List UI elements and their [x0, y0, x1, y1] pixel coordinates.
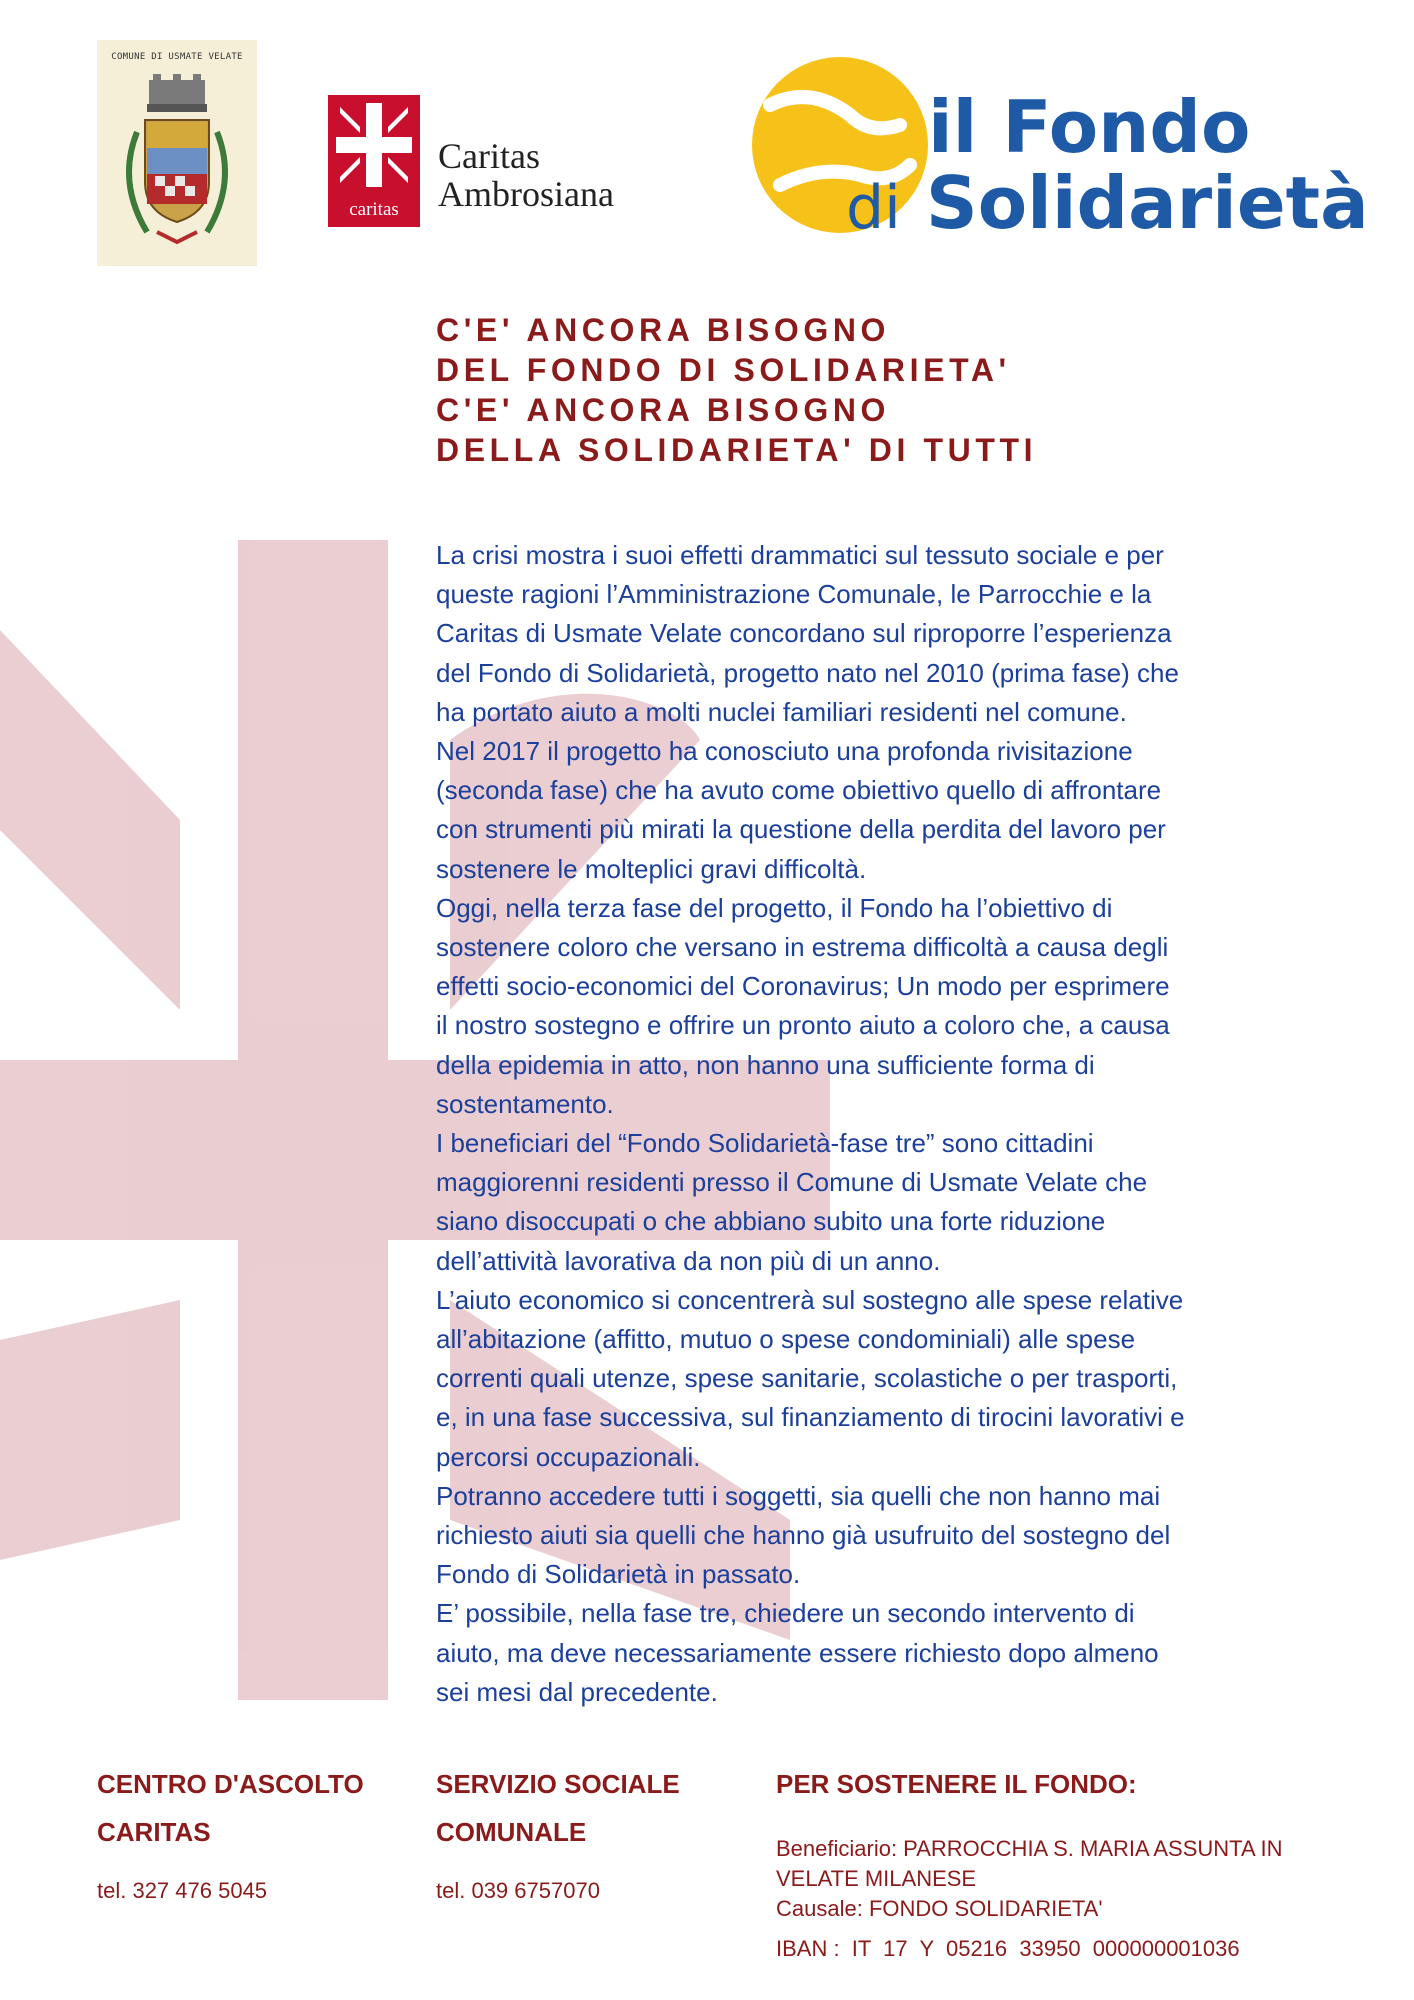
body-text: [436, 536, 1336, 1712]
beneficiario-line2: VELATE MILANESE: [776, 1866, 977, 1891]
footer-sostegno: [776, 1760, 1396, 1962]
body-line: E’ possibile, nella fase tre, chiedere un secondo intervento di: [436, 1598, 1135, 1629]
servizio-heading-line1: SERVIZIO SOCIALE: [436, 1769, 680, 1799]
centro-heading-line1: CENTRO D'ASCOLTO: [97, 1769, 364, 1799]
footer-centro-ascolto: [97, 1760, 417, 1904]
body-line: percorsi occupazionali.: [436, 1441, 701, 1472]
footer-servizio-sociale: [436, 1760, 756, 1904]
centro-heading-line2: CARITAS: [97, 1817, 211, 1847]
iban: IBAN : IT 17 Y 05216 33950 000000001036: [776, 1936, 1240, 1961]
fondo-solidarieta-logo: [750, 45, 1390, 255]
fondo-title-line1: il Fondo: [928, 85, 1251, 169]
causale: Causale: FONDO SOLIDARIETA': [776, 1896, 1103, 1921]
body-line: sostenere le molteplici gravi difficoltà.: [436, 853, 867, 884]
body-line: aiuto, ma deve necessariamente essere richiesto dopo almeno: [436, 1637, 1159, 1668]
body-line: siano disoccupati o che abbiano subito una forte riduzione: [436, 1206, 1106, 1237]
body-line: con strumenti più mirati la questione della perdita del lavoro per: [436, 814, 1166, 845]
centro-tel: tel. 327 476 5045: [97, 1878, 268, 1903]
title-line: C'E' ANCORA BISOGNO: [436, 392, 891, 428]
sostegno-heading: PER SOSTENERE IL FONDO:: [776, 1769, 1137, 1799]
body-line: L’aiuto economico si concentrerà sul sostegno alle spese relative: [436, 1284, 1184, 1315]
body-line: dell’attività lavorativa da non più di un anno.: [436, 1245, 941, 1276]
fondo-title-di: di: [846, 173, 901, 243]
caritas-name-line1: Caritas: [438, 136, 540, 176]
body-line: correnti quali utenze, spese sanitarie, scolastiche o per trasporti,: [436, 1363, 1178, 1394]
comune-coat-of-arms-icon: [107, 72, 247, 258]
footer: [0, 1760, 1414, 2000]
sostegno-info: [776, 1834, 1396, 1924]
body-line: La crisi mostra i suoi effetti drammatici sul tessuto sociale e per: [436, 540, 1164, 570]
title-line: C'E' ANCORA BISOGNO: [436, 312, 891, 348]
fondo-title-solidarieta: Solidarietà: [925, 161, 1369, 245]
comune-logo: [97, 40, 257, 266]
caritas-cross-icon: [336, 103, 412, 187]
body-line: effetti socio-economici del Coronavirus; Un modo per esprimere: [436, 971, 1170, 1002]
beneficiario-line1: Beneficiario: PARROCCHIA S. MARIA ASSUNTA IN: [776, 1836, 1283, 1861]
body-line: maggiorenni residenti presso il Comune di Usmate Velate che: [436, 1167, 1148, 1198]
body-line: richiesto aiuti sia quelli che hanno già usufruito del sostegno del: [436, 1520, 1171, 1551]
body-line: il nostro sostegno e offrire un pronto aiuto a coloro che, a causa: [436, 1010, 1170, 1041]
body-line: Fondo di Solidarietà in passato.: [436, 1559, 801, 1590]
caritas-red-box: [328, 95, 420, 227]
body-line: (seconda fase) che ha avuto come obiettivo quello di affrontare: [436, 775, 1162, 806]
body-line: del Fondo di Solidarietà, progetto nato nel 2010 (prima fase) che: [436, 657, 1179, 688]
caritas-ambrosiana-logo: [328, 95, 668, 235]
page-title: [436, 310, 1376, 470]
fondo-title-line2: [846, 163, 1369, 248]
caritas-name: [438, 137, 614, 213]
caritas-box-word: caritas: [349, 199, 399, 220]
caritas-name-line2: Ambrosiana: [438, 174, 614, 214]
servizio-heading-line2: COMUNALE: [436, 1817, 587, 1847]
title-line: DEL FONDO DI SOLIDARIETA': [436, 352, 1011, 388]
body-line: sostenere coloro che versano in estrema difficoltà a causa degli: [436, 932, 1169, 963]
body-line: Caritas di Usmate Velate concordano sul riproporre l’esperienza: [436, 618, 1172, 649]
body-line: della epidemia in atto, non hanno una sufficiente forma di: [436, 1049, 1095, 1080]
body-line: Potranno accedere tutti i soggetti, sia quelli che non hanno mai: [436, 1480, 1161, 1511]
body-line: I beneficiari del “Fondo Solidarietà-fase tre” sono cittadini: [436, 1128, 1094, 1159]
body-line: queste ragioni l’Amministrazione Comunale, le Parrocchie e la: [436, 579, 1152, 610]
body-line: ha portato aiuto a molti nuclei familiari residenti nel comune.: [436, 696, 1127, 727]
body-line: Nel 2017 il progetto ha conosciuto una profonda rivisitazione: [436, 736, 1133, 767]
body-line: e, in una fase successiva, sul finanziamento di tirocini lavorativi e: [436, 1402, 1185, 1433]
body-line: all’abitazione (affitto, mutuo o spese condominiali) alle spese: [436, 1324, 1136, 1355]
title-line: DELLA SOLIDARIETA' DI TUTTI: [436, 432, 1038, 468]
body-line: sei mesi dal precedente.: [436, 1676, 718, 1707]
servizio-tel: tel. 039 6757070: [436, 1878, 600, 1903]
body-line: sostentamento.: [436, 1088, 614, 1119]
body-line: Oggi, nella terza fase del progetto, il Fondo ha l’obiettivo di: [436, 892, 1113, 923]
comune-label: COMUNE DI USMATE VELATE: [111, 52, 243, 62]
